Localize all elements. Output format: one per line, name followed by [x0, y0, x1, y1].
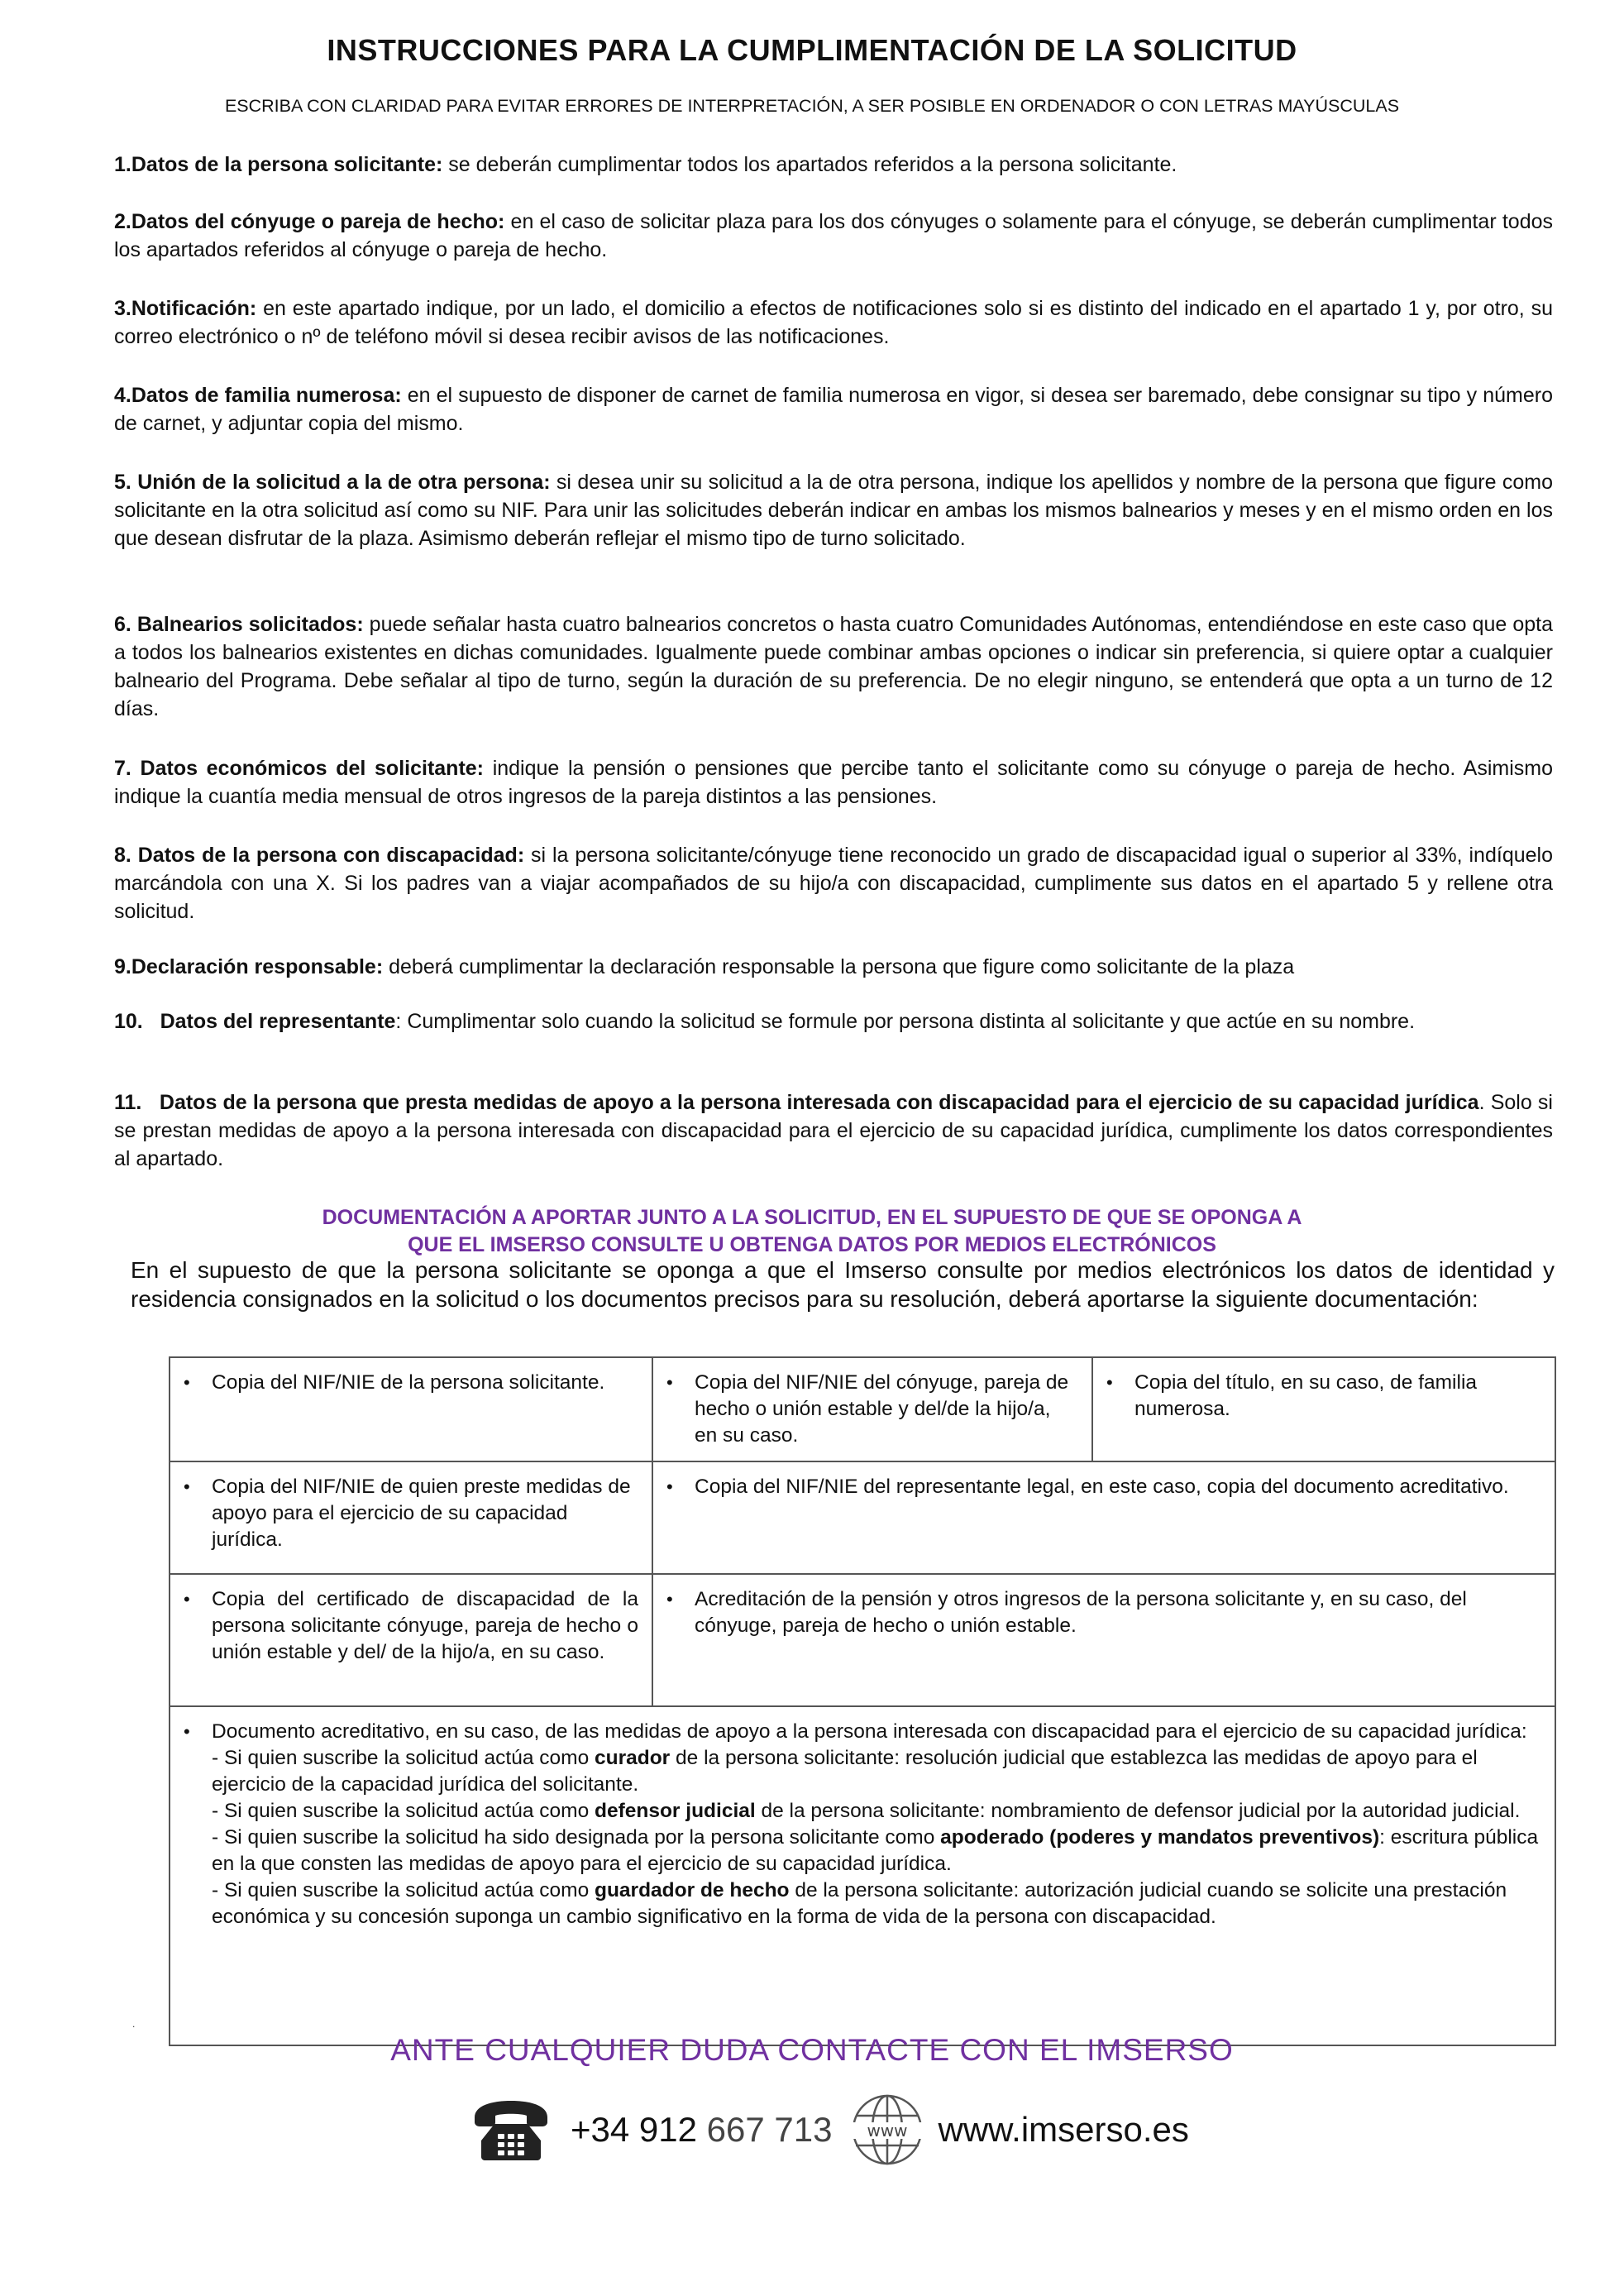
phone-icon [470, 2099, 552, 2160]
bullet-icon: • [666, 1372, 673, 1393]
instruction-number: 4. [114, 384, 131, 407]
bold-text: guardador de hecho [595, 1879, 790, 1901]
instruction-text: si la persona solicitante/cónyuge tiene reconocido un grado de discapacidad igual o superior al 33%, indíquelo marcándola con una X. Si los padres van a viajar acompañados de su hijo/a con discapacidad, cumplimente sus datos en el apartado 5 y rellene otra solicitud. [114, 844, 1553, 923]
text: de la persona solicitante: nombramiento de defensor judicial por la autoridad judicial. [755, 1800, 1521, 1822]
instruction-number: 2. [114, 210, 131, 233]
text: - Si quien suscribe la solicitud actúa como [212, 1747, 595, 1769]
doc-item-medidas-apoyo-intro: Documento acreditativo, en su caso, de las medidas de apoyo a la persona interesada con discapacidad para el ejercicio de su capacidad jurídica: [212, 1720, 1527, 1743]
globe-icon-text: www [866, 2121, 908, 2141]
instruction-number: 3. [114, 297, 131, 320]
table-row [170, 1706, 1555, 2045]
documentation-intro: En el supuesto de que la persona solicitante se oponga a que el Imserso consulte por medios electrónicos los datos de identidad y residencia consignados en la solicitud o los documentos precisos para su resolución, deberá aportarse la siguiente documentación: [131, 1257, 1555, 1312]
instruction-4 [114, 381, 1553, 438]
text: de la persona solicitante: resolución judicial que establezca las medidas de apoyo para el ejercicio de la capacidad jurídica del solicitante. [212, 1747, 1478, 1796]
instruction-label: Datos de familia numerosa: [131, 384, 402, 407]
text: - Si quien suscribe la solicitud actúa como [212, 1879, 595, 1901]
table-row [170, 1461, 1555, 1574]
instruction-9 [114, 953, 1553, 981]
phone-number[interactable] [571, 2110, 833, 2150]
instruction-3 [114, 294, 1553, 351]
instruction-7 [114, 754, 1553, 811]
doc-item-nif-apoyo: Copia del NIF/NIE de quien preste medidas de apoyo para el ejercicio de su capacidad jurídica. [212, 1476, 631, 1551]
globe-icon [848, 2093, 927, 2167]
instruction-label: Datos económicos del solicitante: [131, 757, 485, 780]
instruction-text: deberá cumplimentar la declaración responsable la persona que figure como solicitante de la plaza [383, 955, 1295, 978]
instruction-10 [114, 1007, 1553, 1036]
instruction-label: Balnearios solicitados: [131, 613, 364, 636]
instruction-2 [114, 208, 1553, 264]
instruction-number: 7. [114, 757, 131, 780]
documentation-table [169, 1356, 1556, 2046]
instruction-text: : Cumplimentar solo cuando la solicitud se formule por persona distinta al solicitante y que actúe en su nombre. [395, 1010, 1416, 1033]
instruction-label: Declaración responsable: [131, 955, 384, 978]
table-cell [170, 1461, 652, 1574]
table-cell [1092, 1357, 1555, 1461]
instruction-label: Datos de la persona con discapacidad: [131, 844, 525, 867]
table-row [170, 1357, 1555, 1461]
table-row [170, 1574, 1555, 1706]
instruction-text: en el supuesto de disponer de carnet de familia numerosa en vigor, si desea ser baremado, debe consignar su tipo y número de carnet, y adjuntar copia del mismo. [114, 384, 1553, 435]
instruction-8 [114, 841, 1553, 926]
doc-item-medidas-apoyo [212, 1719, 1541, 1930]
text: : escritura pública en la que consten las medidas de apoyo para el ejercicio de su capacidad jurídica. [212, 1826, 1539, 1875]
instruction-label: Datos del cónyuge o pareja de hecho: [131, 210, 505, 233]
phone-prefix: +34 912 [571, 2110, 707, 2149]
table-cell [652, 1357, 1092, 1461]
instruction-number: 8. [114, 844, 131, 867]
instruction-text: indique la pensión o pensiones que percibe tanto el solicitante como su cónyuge o pareja de hecho. Asimismo indique la cuantía media mensual de otros ingresos de la pareja distintos a las pensiones. [114, 757, 1554, 808]
bullet-icon: • [184, 1372, 190, 1393]
page-title: INSTRUCCIONES PARA LA CUMPLIMENTACIÓN DE LA SOLICITUD [327, 33, 1297, 67]
table-cell [652, 1461, 1555, 1574]
text: de la persona solicitante: autorización judicial cuando se solicite una prestación económica y su concesión suponga un cambio significativo en la forma de vida de la persona con discapacidad. [212, 1879, 1507, 1928]
instruction-text: . Solo si se prestan medidas de apoyo a la persona interesada con discapacidad para el ejercicio de su capacidad jurídica, cumplimente los datos correspondientes al apartado. [114, 1091, 1559, 1170]
instruction-5 [114, 468, 1553, 552]
doc-item-familia-numerosa: Copia del título, en su caso, de familia numerosa. [1134, 1371, 1478, 1420]
instruction-6 [114, 610, 1553, 723]
instruction-1 [114, 151, 1553, 179]
table-cell [652, 1574, 1555, 1706]
doc-item-acreditacion-pension: Acreditación de la pensión y otros ingresos de la persona solicitante y, en su caso, del cónyuge, pareja de hecho o unión estable. [695, 1588, 1467, 1637]
table-cell [170, 1357, 652, 1461]
doc-item-nif-conyuge: Copia del NIF/NIE del cónyuge, pareja de hecho o unión estable y del/de la hijo/a, en su caso. [695, 1371, 1069, 1447]
instruction-text: en el caso de solicitar plaza para los dos cónyuges o solamente para el cónyuge, se deberán cumplimentar todos los apartados referidos al cónyuge o pareja de hecho. [114, 210, 1553, 261]
bullet-icon: • [666, 1589, 673, 1610]
doc-item-nif-solicitante: Copia del NIF/NIE de la persona solicitante. [212, 1371, 605, 1394]
table-cell [170, 1706, 1555, 2045]
page-subtitle: ESCRIBA CON CLARIDAD PARA EVITAR ERRORES DE INTERPRETACIÓN, A SER POSIBLE EN ORDENADOR O CON LETRAS MAYÚSCULAS [224, 96, 1400, 116]
bold-text: defensor judicial [595, 1800, 756, 1822]
doc-item-apoderado [212, 1825, 1541, 1877]
instruction-number: 6. [114, 613, 131, 636]
instruction-number: 10. [114, 1010, 143, 1033]
instruction-label: Datos de la persona solicitante: [131, 153, 443, 176]
text: - Si quien suscribe la solicitud ha sido designada por la persona solicitante como [212, 1826, 941, 1849]
instruction-label: Datos del representante [142, 1010, 396, 1033]
contact-row [470, 2093, 1247, 2167]
instruction-label: Unión de la solicitud a la de otra persona: [131, 471, 551, 494]
text: - Si quien suscribe la solicitud actúa como [212, 1800, 595, 1822]
instruction-text: se deberán cumplimentar todos los apartados referidos a la persona solicitante. [442, 153, 1177, 176]
instruction-number: 5. [114, 471, 131, 494]
instruction-label: Datos de la persona que presta medidas de apoyo a la persona interesada con discapacidad para el ejercicio de su capacidad jurídica [141, 1091, 1479, 1114]
instruction-number: 1. [114, 153, 131, 176]
website-link[interactable]: www.imserso.es [938, 2110, 1189, 2149]
bullet-icon: • [666, 1476, 673, 1497]
bullet-icon: • [1106, 1372, 1113, 1393]
stray-dot: . [132, 2018, 136, 2030]
doc-item-curador [212, 1745, 1541, 1798]
bold-text: curador [595, 1747, 671, 1769]
bold-text: apoderado (poderes y mandatos preventivos) [940, 1826, 1380, 1849]
instruction-number: 9. [114, 955, 131, 978]
bullet-icon: • [184, 1721, 190, 1742]
instruction-number: 11. [114, 1091, 142, 1114]
doc-item-defensor-judicial [212, 1798, 1541, 1825]
documentation-title-line-1: DOCUMENTACIÓN A APORTAR JUNTO A LA SOLICITUD, EN EL SUPUESTO DE QUE SE OPONGA A [322, 1206, 1302, 1229]
instruction-11 [114, 1088, 1559, 1173]
contact-heading: ANTE CUALQUIER DUDA CONTACTE CON EL IMSERSO [390, 2033, 1234, 2067]
phone-rest: 667 713 [706, 2110, 833, 2149]
documentation-title-line-2: QUE EL IMSERSO CONSULTE U OBTENGA DATOS POR MEDIOS ELECTRÓNICOS [408, 1233, 1216, 1256]
doc-item-nif-representante: Copia del NIF/NIE del representante legal, en este caso, copia del documento acreditativo. [695, 1476, 1509, 1498]
instruction-label: Notificación: [131, 297, 257, 320]
doc-item-certificado-discapacidad: Copia del certificado de discapacidad de la persona solicitante cónyuge, pareja de hecho o unión estable y del/ de la hijo/a, en su caso. [212, 1588, 638, 1663]
table-cell [170, 1574, 652, 1706]
instruction-text: puede señalar hasta cuatro balnearios concretos o hasta cuatro Comunidades Autónomas, entendiéndose en este caso que opta a todos los balnearios existentes en dichas comunidades. Igualmente puede combinar ambas opciones o indicar sin preferencia, si quiere optar a cualquier balneario del Programa. Debe señalar al tipo de turno, según la duración de su preferencia. De no elegir ninguno, se entenderá que opta a un turno de 12 días. [114, 613, 1553, 720]
doc-item-guardador-hecho [212, 1877, 1541, 1930]
bullet-icon: • [184, 1476, 190, 1497]
instruction-text: si desea unir su solicitud a la de otra persona, indique los apellidos y nombre de la persona que figure como solicitante en la otra solicitud así como su NIF. Para unir las solicitudes deberán indicar en ambas los mismos balnearios y meses y en el mismo orden en los que desean disfrutar de la plaza. Asimismo deberán reflejar el mismo tipo de turno solicitado. [114, 471, 1553, 550]
instruction-text: en este apartado indique, por un lado, el domicilio a efectos de notificaciones solo si es distinto del indicado en el apartado 1 y, por otro, su correo electrónico o nº de teléfono móvil si desea recibir avisos de las notificaciones. [114, 297, 1553, 348]
bullet-icon: • [184, 1589, 190, 1610]
